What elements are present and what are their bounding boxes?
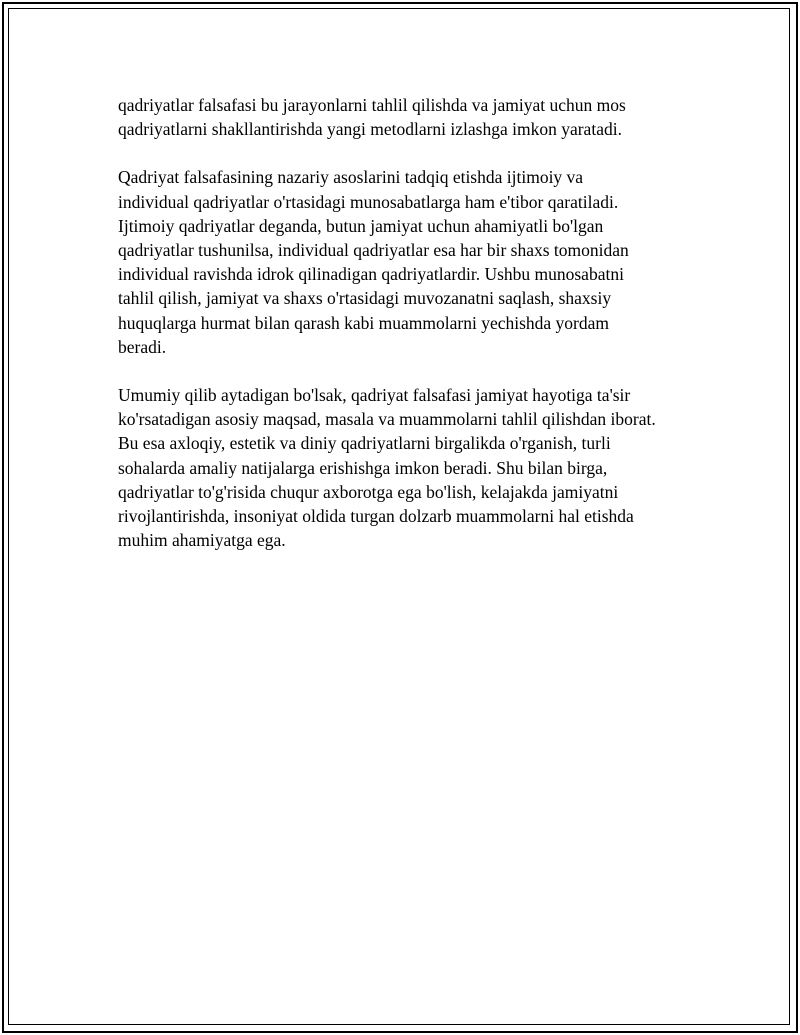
paragraph-2: Qadriyat falsafasining nazariy asoslarini tadqiq etishda ijtimoiy va individual qadriyatlar o'rtasidagi munosabatlarga ham e'tibor qaratiladi. Ijtimoiy qadriyatlar deganda, butun jamiyat uchun ahamiyatli bo'lgan qadriyatlar tushunilsa, individual qadriyatlar esa har bir shaxs tomonidan individual ravishda idrok qilinadigan qadriyatlardir. Ushbu munosabatni tahlil qilish, jamiyat va shaxs o'rtasidagi muvozanatni saqlash, shaxsiy huquqlarga hurmat bilan qarash kabi muammolarni yechishda yordam beradi. [118,167,629,357]
paragraph-1: qadriyatlar falsafasi bu jarayonlarni tahlil qilishda va jamiyat uchun mos qadriyatlarni shakllantirishda yangi metodlarni izlashga imkon yaratadi. [118,95,626,140]
document-body [118,93,703,576]
paragraph-3: Umumiy qilib aytadigan bo'lsak, qadriyat falsafasi jamiyat hayotiga ta'sir ko'rsatadigan asosiy maqsad, masala va muammolarni tahlil qilishdan iborat. Bu esa axloqiy, estetik va diniy qadriyatlarni birgalikda o'rganish, turli sohalarda amaliy natijalarga erishishga imkon beradi. Shu bilan birga, qadriyatlar to'g'risida chuqur axborotga ega bo'lish, kelajakda jamiyatni rivojlantirishda, insoniyat oldida turgan dolzarb muammolarni hal etishda muhim ahamiyatga ega. [118,385,656,551]
